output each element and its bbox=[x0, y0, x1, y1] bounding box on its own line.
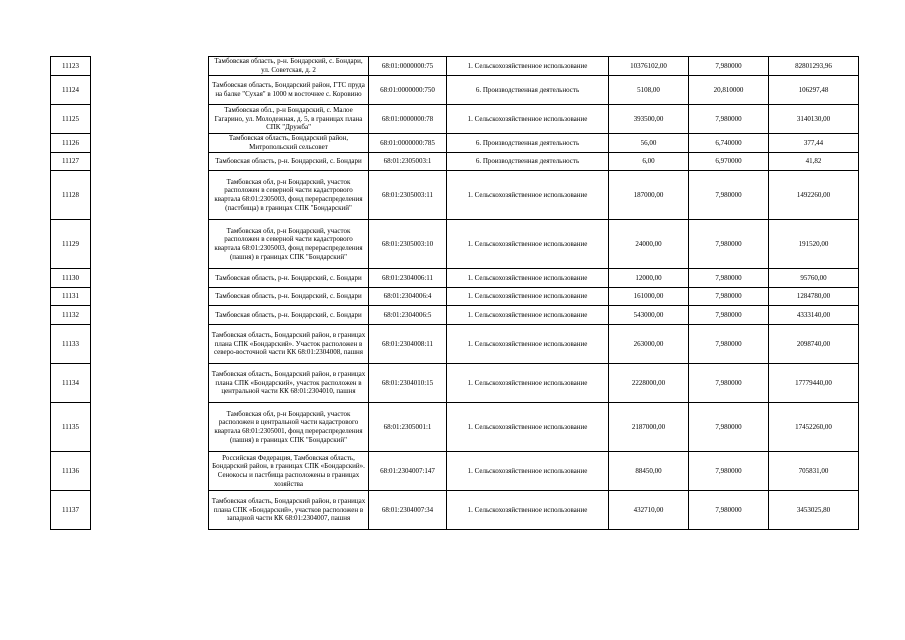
land-registry-table bbox=[50, 56, 859, 530]
address-cell: Тамбовская область, Бондарский район, ГТС пруда на балке "Сухая" в 1000 м восточнее с. Коровино bbox=[209, 76, 369, 105]
area-value: 24000,00 bbox=[609, 220, 689, 269]
table-row bbox=[51, 57, 859, 76]
row-number: 11137 bbox=[51, 491, 91, 530]
area-value: 56,00 bbox=[609, 134, 689, 153]
usage-type: 1. Сельскохозяйственное использование bbox=[447, 325, 609, 364]
cadastral-value: 3140130,00 bbox=[769, 105, 859, 134]
rate-value: 7,980000 bbox=[689, 220, 769, 269]
usage-type: 1. Сельскохозяйственное использование bbox=[447, 491, 609, 530]
cadastral-number: 68:01:2304006:4 bbox=[369, 288, 447, 306]
row-number: 11131 bbox=[51, 288, 91, 306]
spacer-cell bbox=[91, 220, 209, 269]
area-value: 2228000,00 bbox=[609, 364, 689, 403]
row-number: 11134 bbox=[51, 364, 91, 403]
address-cell: Тамбовская область, р-н. Бондарский, с. Бондари bbox=[209, 153, 369, 171]
table-row bbox=[51, 134, 859, 153]
row-number: 11127 bbox=[51, 153, 91, 171]
cadastral-number: 68:01:2305003:11 bbox=[369, 171, 447, 220]
cadastral-number: 68:01:0000000:78 bbox=[369, 105, 447, 134]
table-row bbox=[51, 364, 859, 403]
rate-value: 7,980000 bbox=[689, 57, 769, 76]
row-number: 11132 bbox=[51, 306, 91, 325]
address-cell: Тамбовская обл, р-н Бондарский, участок расположен в центральной части кадастрового квартала 68:01:2305001, фонд перераспределения (пашня) в границах СПК "Бондарский" bbox=[209, 403, 369, 452]
usage-type: 1. Сельскохозяйственное использование bbox=[447, 220, 609, 269]
cadastral-number: 68:01:0000000:750 bbox=[369, 76, 447, 105]
usage-type: 1. Сельскохозяйственное использование bbox=[447, 403, 609, 452]
address-cell: Тамбовская область, р-н. Бондарский, с. Бондари, ул. Советская, д. 2 bbox=[209, 57, 369, 76]
rate-value: 7,980000 bbox=[689, 269, 769, 288]
cadastral-value: 3453025,80 bbox=[769, 491, 859, 530]
area-value: 263000,00 bbox=[609, 325, 689, 364]
table-row bbox=[51, 76, 859, 105]
usage-type: 1. Сельскохозяйственное использование bbox=[447, 105, 609, 134]
cadastral-value: 377,44 bbox=[769, 134, 859, 153]
cadastral-value: 705831,00 bbox=[769, 452, 859, 491]
area-value: 393500,00 bbox=[609, 105, 689, 134]
area-value: 5108,00 bbox=[609, 76, 689, 105]
address-cell: Тамбовская область, р-н. Бондарский, с. Бондари bbox=[209, 269, 369, 288]
row-number: 11133 bbox=[51, 325, 91, 364]
row-number: 11128 bbox=[51, 171, 91, 220]
usage-type: 6. Производственная деятельность bbox=[447, 134, 609, 153]
area-value: 543000,00 bbox=[609, 306, 689, 325]
spacer-cell bbox=[91, 76, 209, 105]
spacer-cell bbox=[91, 153, 209, 171]
rate-value: 7,980000 bbox=[689, 171, 769, 220]
usage-type: 1. Сельскохозяйственное использование bbox=[447, 306, 609, 325]
table-row bbox=[51, 269, 859, 288]
area-value: 6,00 bbox=[609, 153, 689, 171]
cadastral-number: 68:01:0000000:75 bbox=[369, 57, 447, 76]
spacer-cell bbox=[91, 134, 209, 153]
spacer-cell bbox=[91, 403, 209, 452]
table-row bbox=[51, 306, 859, 325]
table-row bbox=[51, 491, 859, 530]
cadastral-number: 68:01:2305001:1 bbox=[369, 403, 447, 452]
row-number: 11126 bbox=[51, 134, 91, 153]
usage-type: 1. Сельскохозяйственное использование bbox=[447, 269, 609, 288]
cadastral-value: 41,82 bbox=[769, 153, 859, 171]
table-row bbox=[51, 171, 859, 220]
rate-value: 6,970000 bbox=[689, 153, 769, 171]
cadastral-number: 68:01:2304007:34 bbox=[369, 491, 447, 530]
address-cell: Тамбовская область, Бондарский район, Митропольский сельсовет bbox=[209, 134, 369, 153]
area-value: 88450,00 bbox=[609, 452, 689, 491]
usage-type: 6. Производственная деятельность bbox=[447, 76, 609, 105]
address-cell: Тамбовская область, Бондарский район, в границах плана СПК «Бондарский», участков расположен в западной части КК 68:01:2304007, пашня bbox=[209, 491, 369, 530]
row-number: 11125 bbox=[51, 105, 91, 134]
spacer-cell bbox=[91, 57, 209, 76]
rate-value: 7,980000 bbox=[689, 491, 769, 530]
table-row bbox=[51, 452, 859, 491]
area-value: 12000,00 bbox=[609, 269, 689, 288]
rate-value: 7,980000 bbox=[689, 364, 769, 403]
usage-type: 1. Сельскохозяйственное использование bbox=[447, 364, 609, 403]
cadastral-value: 4333140,00 bbox=[769, 306, 859, 325]
area-value: 432710,00 bbox=[609, 491, 689, 530]
row-number: 11136 bbox=[51, 452, 91, 491]
address-cell: Тамбовская область, р-н. Бондарский, с. Бондари bbox=[209, 306, 369, 325]
spacer-cell bbox=[91, 325, 209, 364]
usage-type: 1. Сельскохозяйственное использование bbox=[447, 288, 609, 306]
table-row bbox=[51, 105, 859, 134]
address-cell: Тамбовская обл, р-н Бондарский, участок расположен в северной части кадастрового квартала 68:01:2305003, фонд перераспределения (пастбища) в границах СПК "Бондарский" bbox=[209, 171, 369, 220]
cadastral-number: 68:01:2304008:11 bbox=[369, 325, 447, 364]
usage-type: 6. Производственная деятельность bbox=[447, 153, 609, 171]
cadastral-number: 68:01:2304010:15 bbox=[369, 364, 447, 403]
cadastral-number: 68:01:2304007:147 bbox=[369, 452, 447, 491]
cadastral-value: 17452260,00 bbox=[769, 403, 859, 452]
table-row bbox=[51, 325, 859, 364]
spacer-cell bbox=[91, 452, 209, 491]
address-cell: Тамбовская обл., р-н Бондарский, с. Малое Гагарино, ул. Молодежная, д. 5, в границах плана СПК "Дружба" bbox=[209, 105, 369, 134]
cadastral-value: 1284780,00 bbox=[769, 288, 859, 306]
cadastral-value: 2098740,00 bbox=[769, 325, 859, 364]
rate-value: 6,740000 bbox=[689, 134, 769, 153]
address-cell: Российская Федерация, Тамбовская область, Бондарский район, в границах СПК «Бондарский». Сенокосы и пастбища расположены в границах хозяйства bbox=[209, 452, 369, 491]
rate-value: 7,980000 bbox=[689, 306, 769, 325]
cadastral-value: 82801293,96 bbox=[769, 57, 859, 76]
area-value: 161000,00 bbox=[609, 288, 689, 306]
rate-value: 7,980000 bbox=[689, 288, 769, 306]
table-row bbox=[51, 403, 859, 452]
spacer-cell bbox=[91, 364, 209, 403]
address-cell: Тамбовская обл, р-н Бондарский, участок расположен в северной части кадастрового квартала 68:01:2305003, фонд перераспределения (пашня) в границах СПК "Бондарский" bbox=[209, 220, 369, 269]
spacer-cell bbox=[91, 269, 209, 288]
spacer-cell bbox=[91, 171, 209, 220]
cadastral-number: 68:01:0000000:785 bbox=[369, 134, 447, 153]
row-number: 11129 bbox=[51, 220, 91, 269]
rate-value: 7,980000 bbox=[689, 105, 769, 134]
row-number: 11123 bbox=[51, 57, 91, 76]
address-cell: Тамбовская область, Бондарский район, в границах плана СПК «Бондарский». Участок расположен в северо-восточной части КК 68:01:2304008, пашня bbox=[209, 325, 369, 364]
table-body bbox=[51, 57, 859, 530]
rate-value: 7,980000 bbox=[689, 452, 769, 491]
row-number: 11135 bbox=[51, 403, 91, 452]
cadastral-number: 68:01:2304006:11 bbox=[369, 269, 447, 288]
row-number: 11130 bbox=[51, 269, 91, 288]
table-row bbox=[51, 288, 859, 306]
cadastral-value: 1492260,00 bbox=[769, 171, 859, 220]
spacer-cell bbox=[91, 491, 209, 530]
rate-value: 20,810000 bbox=[689, 76, 769, 105]
cadastral-number: 68:01:2304006:5 bbox=[369, 306, 447, 325]
area-value: 187000,00 bbox=[609, 171, 689, 220]
rate-value: 7,980000 bbox=[689, 325, 769, 364]
cadastral-value: 191520,00 bbox=[769, 220, 859, 269]
usage-type: 1. Сельскохозяйственное использование bbox=[447, 57, 609, 76]
cadastral-value: 95760,00 bbox=[769, 269, 859, 288]
table-row bbox=[51, 153, 859, 171]
spacer-cell bbox=[91, 288, 209, 306]
row-number: 11124 bbox=[51, 76, 91, 105]
rate-value: 7,980000 bbox=[689, 403, 769, 452]
usage-type: 1. Сельскохозяйственное использование bbox=[447, 452, 609, 491]
cadastral-value: 106297,48 bbox=[769, 76, 859, 105]
address-cell: Тамбовская область, р-н. Бондарский, с. Бондари bbox=[209, 288, 369, 306]
cadastral-number: 68:01:2305003:10 bbox=[369, 220, 447, 269]
area-value: 10376102,00 bbox=[609, 57, 689, 76]
table-row bbox=[51, 220, 859, 269]
usage-type: 1. Сельскохозяйственное использование bbox=[447, 171, 609, 220]
cadastral-number: 68:01:2305003:1 bbox=[369, 153, 447, 171]
spacer-cell bbox=[91, 105, 209, 134]
spacer-cell bbox=[91, 306, 209, 325]
area-value: 2187000,00 bbox=[609, 403, 689, 452]
address-cell: Тамбовская область, Бондарский район, в границах плана СПК «Бондарский», участок расположен в центральной части КК 68:01:2304010, пашня bbox=[209, 364, 369, 403]
cadastral-value: 17779440,00 bbox=[769, 364, 859, 403]
